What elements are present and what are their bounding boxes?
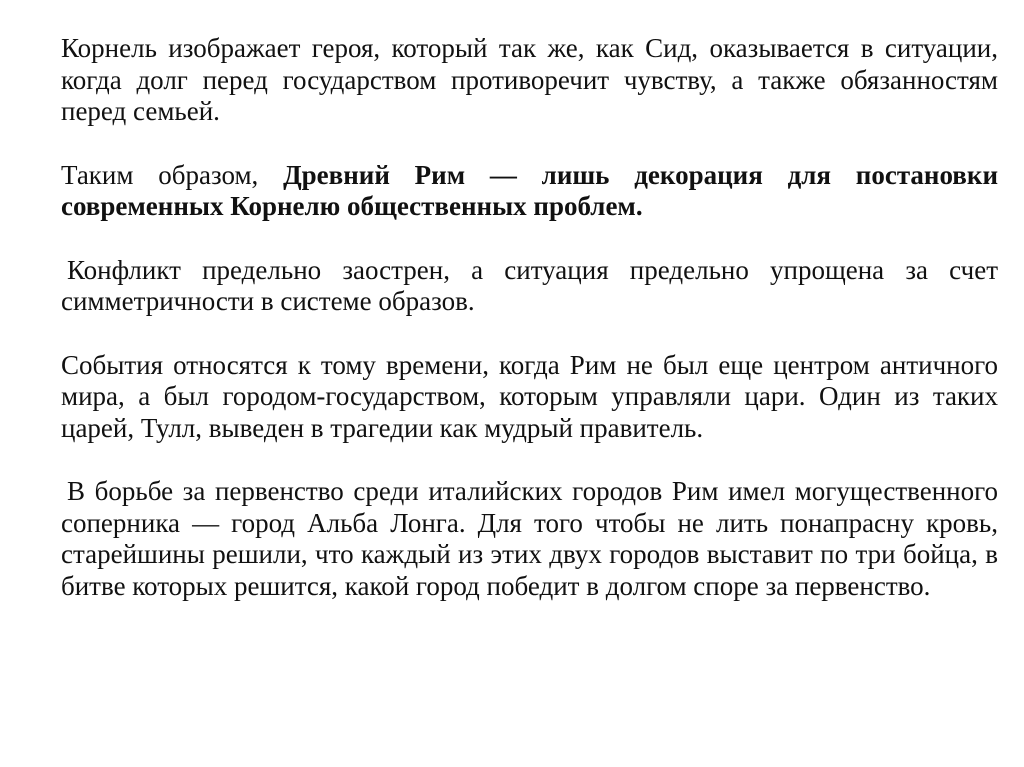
paragraph-corneille-hero: Корнель изображает героя, который так же, как Сид, оказывается в ситуации, когда долг перед государством противоречит чувству, а также обязанностям перед семьей. — [61, 33, 998, 126]
paragraph-conflict: Конфликт предельно заострен, а ситуация предельно упрощена за счет симметричности в системе образов. — [61, 254, 998, 316]
slide-body — [61, 33, 998, 602]
paragraph-events: События относятся к тому времени, когда Рим не был еще центром античного мира, а был городом-государством, которым управляли цари. Один из таких царей, Тулл, выведен в трагедии как мудрый правитель. — [61, 349, 998, 443]
paragraph-ancient-rome-lead: Таким образом, — [61, 159, 284, 190]
paragraph-ancient-rome-emphasis: Древний Рим — лишь декорация для постановки современных Корнелю общественных проблем. — [61, 159, 999, 221]
paragraph-ancient-rome — [61, 160, 998, 223]
paragraph-alba-longa: В борьбе за первенство среди италийских городов Рим имел могущественного соперника — город Альба Лонга. Для того чтобы не лить понапрасну кровь, старейшины решили, что каждый из этих двух городов выставит по три бойца, в битве которых решится, какой город победит в долгом споре за первенство. — [61, 476, 998, 601]
